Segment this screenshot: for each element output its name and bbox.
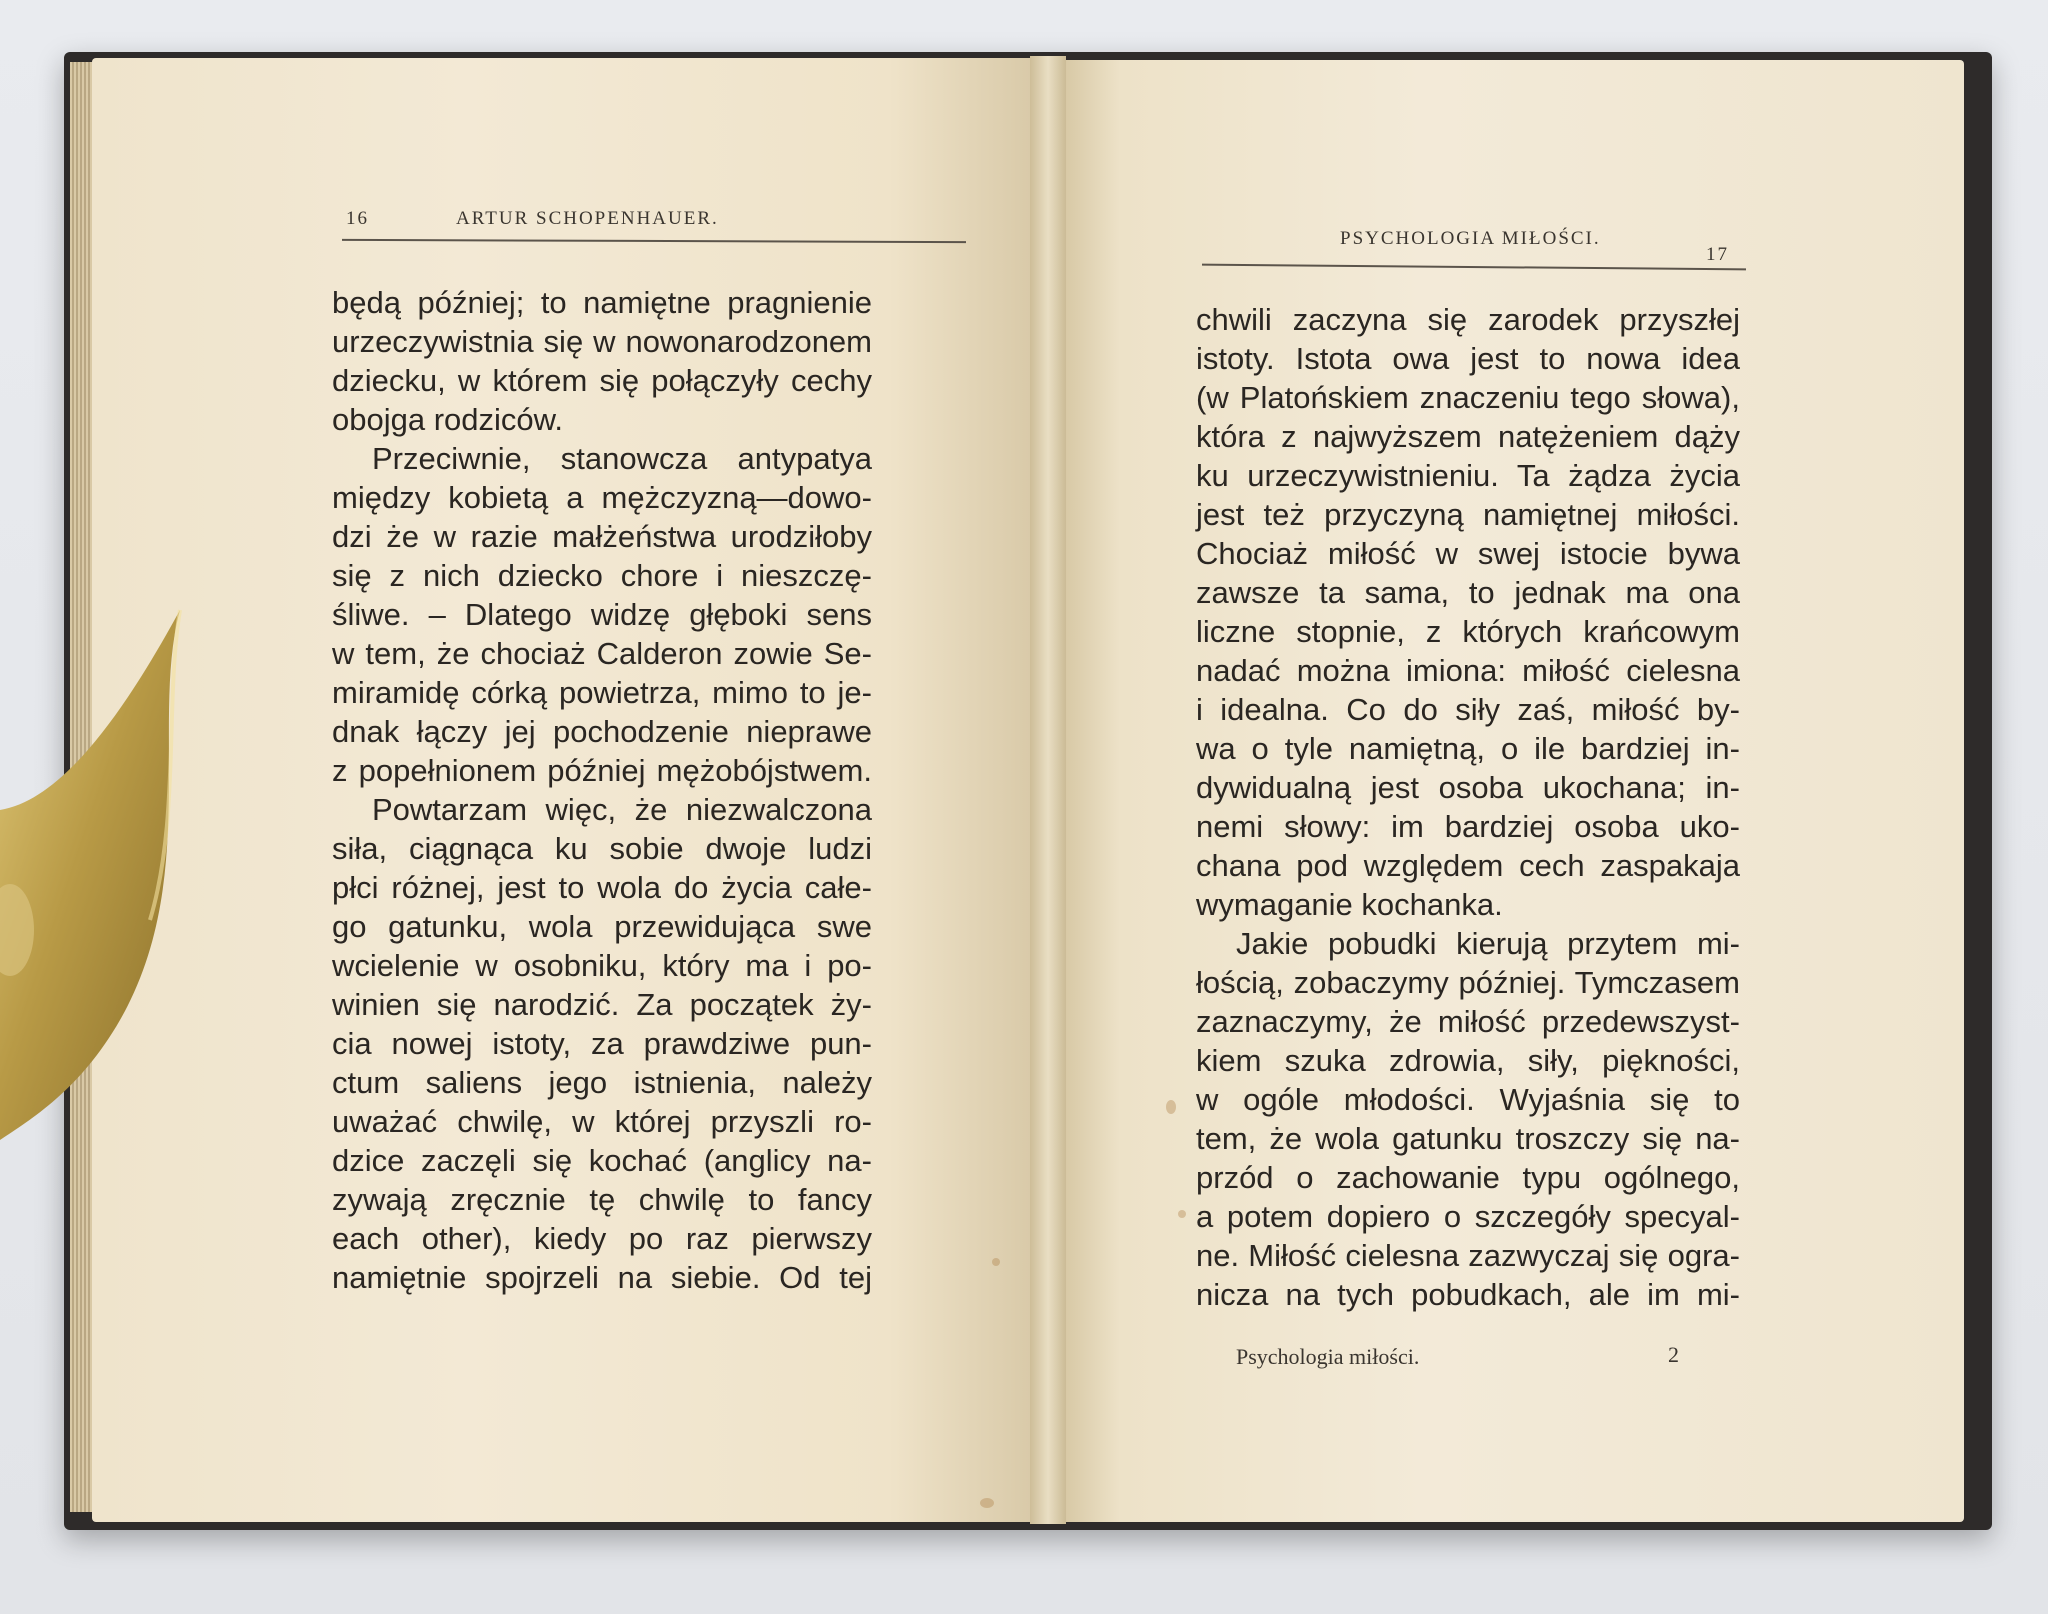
book-gutter — [1030, 56, 1066, 1524]
text-line: ku urzeczywistnieniu. Ta żądza życia — [1196, 458, 1740, 493]
right-page-number: 17 — [1706, 244, 1729, 265]
text-line: winien się narodzić. Za początek ży- — [332, 987, 872, 1022]
text-line: Powtarzam więc, że niezwalczona — [372, 792, 872, 827]
text-line: w tem, że chociaż Calderon zowie Se- — [332, 636, 872, 671]
text-line: uważać chwilę, w której przyszli ro- — [332, 1104, 872, 1139]
text-line: wymaganie kochanka. — [1196, 887, 1503, 922]
text-line: liczne stopnie, z których krańcowym — [1196, 614, 1740, 649]
text-line: each other), kiedy po raz pierwszy — [332, 1221, 872, 1256]
right-page — [1066, 60, 1964, 1522]
printer-signature: Psychologia miłości. — [1236, 1344, 1420, 1369]
text-line: nemi słowy: im bardziej osoba uko- — [1196, 809, 1740, 844]
foxing-spot — [1166, 1100, 1176, 1114]
text-line: przód o zachowanie typu ogólnego, — [1196, 1160, 1740, 1195]
text-line: ctum saliens jego istnienia, należy — [332, 1065, 872, 1100]
text-line: łością, zobaczymy później. Tymczasem — [1196, 965, 1740, 1000]
text-line: Przeciwnie, stanowcza antypatya — [372, 441, 872, 476]
text-line: wcielenie w osobniku, który ma i po- — [332, 948, 872, 983]
text-line: miramidę córką powietrza, mimo to je- — [332, 675, 872, 710]
text-line: dzi że w razie małżeństwa urodziłoby — [332, 519, 872, 554]
text-line: zaznaczymy, że miłość przedewszyst- — [1196, 1004, 1740, 1039]
text-line: płci różnej, jest to wola do życia całe- — [332, 870, 872, 905]
text-line: istoty. Istota owa jest to nowa idea — [1196, 341, 1740, 376]
foxing-spot — [980, 1498, 994, 1508]
text-line: zawsze ta sama, to jednak ma ona — [1196, 575, 1740, 610]
foxing-spot — [992, 1258, 1000, 1266]
right-header-rule — [1202, 264, 1746, 271]
text-line: się z nich dziecko chore i nieszczę- — [332, 558, 872, 593]
left-running-head: ARTUR SCHOPENHAUER. — [456, 208, 719, 229]
left-page — [92, 58, 1030, 1522]
text-line: obojga rodziców. — [332, 402, 563, 437]
text-line: ne. Miłość cielesna zazwyczaj się ogra- — [1196, 1238, 1740, 1273]
text-line: Chociaż miłość w swej istocie bywa — [1196, 536, 1740, 571]
text-line: śliwe. – Dlatego widzę głęboki sens — [332, 597, 872, 632]
signature-number: 2 — [1668, 1342, 1679, 1367]
text-line: go gatunku, wola przewidująca swe — [332, 909, 872, 944]
text-line: a potem dopiero o szczegóły specyal- — [1196, 1199, 1740, 1234]
text-line: w ogóle młodości. Wyjaśnia się to — [1196, 1082, 1740, 1117]
text-line: kiem szuka zdrowia, siły, piękności, — [1196, 1043, 1740, 1078]
text-line: będą później; to namiętne pragnienie — [332, 285, 872, 320]
text-line: która z najwyższem natężeniem dąży — [1196, 419, 1740, 454]
text-line: chana pod względem cech zaspakaja — [1196, 848, 1740, 883]
text-line: tem, że wola gatunku troszczy się na- — [1196, 1121, 1740, 1156]
text-line: dywidualną jest osoba ukochana; in- — [1196, 770, 1740, 805]
page-edges — [70, 62, 92, 1512]
text-line: między kobietą a mężczyzną—dowo- — [332, 480, 872, 515]
right-running-head: PSYCHOLOGIA MIŁOŚCI. — [1340, 228, 1601, 249]
text-line: i idealna. Co do siły zaś, miłość by- — [1196, 692, 1740, 727]
text-line: siła, ciągnąca ku sobie dwoje ludzi — [332, 831, 872, 866]
text-line: namiętnie spojrzeli na siebie. Od tej — [332, 1260, 872, 1295]
foxing-spot — [1178, 1210, 1186, 1218]
text-line: nadać można imiona: miłość cielesna — [1196, 653, 1740, 688]
text-line: Jakie pobudki kierują przytem mi- — [1236, 926, 1740, 961]
text-line: zywają zręcznie tę chwilę to fancy — [332, 1182, 872, 1217]
text-line: nicza na tych pobudkach, ale im mi- — [1196, 1277, 1740, 1312]
text-line: dzice zaczęli się kochać (anglicy na- — [332, 1143, 872, 1178]
text-line: (w Platońskiem znaczeniu tego słowa), — [1196, 380, 1740, 415]
text-line: urzeczywistnia się w nowonarodzonem — [332, 324, 872, 359]
text-line: dnak łączy jej pochodzenie nieprawe — [332, 714, 872, 749]
left-header-rule — [342, 239, 966, 243]
text-line: cia nowej istoty, za prawdziwe pun- — [332, 1026, 872, 1061]
text-line: jest też przyczyną namiętnej miłości. — [1196, 497, 1740, 532]
text-line: wa o tyle namiętną, o ile bardziej in- — [1196, 731, 1740, 766]
left-page-number: 16 — [346, 208, 369, 229]
text-line: z popełnionem później mężobójstwem. — [332, 753, 872, 788]
text-line: chwili zaczyna się zarodek przyszłej — [1196, 302, 1740, 337]
text-line: dziecku, w którem się połączyły cechy — [332, 363, 872, 398]
